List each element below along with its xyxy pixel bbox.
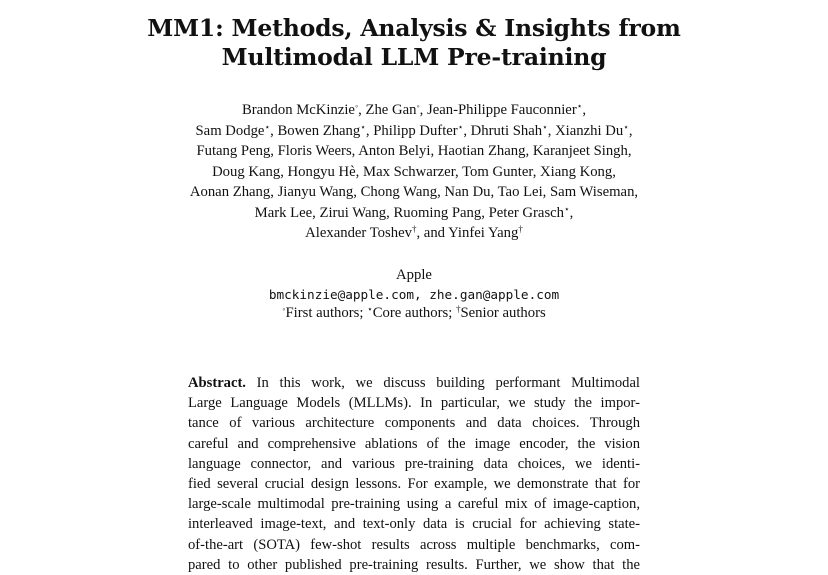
author-role-mark: ⋆ [264, 121, 271, 132]
author-separator: , [365, 122, 374, 139]
author-name: Jean-Philippe Fauconnier [427, 102, 577, 118]
abstract-text: tance of various architecture components and data choices. Through [188, 415, 640, 432]
legend-text: First authors; [285, 305, 368, 321]
author-line [0, 100, 828, 121]
author-role-mark: ◦ [354, 101, 359, 111]
author-name: Bowen Zhang [277, 122, 361, 139]
author-role-mark: ⋆ [576, 101, 583, 111]
author-name: Zhe Gan [365, 102, 417, 118]
abstract-text: fied several crucial design lessons. For example, we demonstrate that for [188, 476, 640, 493]
author-name: Jianyu Wang [277, 184, 354, 200]
author-separator: , [532, 163, 541, 180]
author-name: Zirui Wang [319, 204, 387, 221]
author-separator: , [353, 184, 361, 200]
paper-title [0, 14, 828, 72]
author-separator: , [355, 163, 364, 180]
author-list [0, 100, 828, 244]
abstract-line [188, 494, 640, 514]
author-name: Alexander Toshev [305, 225, 412, 241]
author-separator: , [542, 184, 551, 200]
author-name: Ruoming Pang [393, 204, 482, 221]
abstract-text: In this work, we discuss building performant Multimodal [245, 375, 640, 391]
abstract-text: interleaved image-text, and text-only data is crucial for achieving state- [188, 516, 640, 533]
author-name: Sam Dodge [195, 122, 265, 139]
author-role-mark: † [411, 224, 417, 234]
legend-mark: ◦ [282, 304, 286, 314]
author-separator: , [463, 122, 471, 139]
legend-text: Core authors; [372, 305, 456, 321]
author-name: Nan Du [444, 184, 491, 200]
author-separator: , [490, 184, 498, 200]
abstract-text: Large Language Models (MLLMs). In particular, we study the impor- [188, 395, 640, 412]
abstract-text: of-the-art (SOTA) few-shot results across multiple benchmarks, com- [188, 536, 640, 553]
legend-mark: ⋆ [367, 304, 373, 314]
author-role-mark: ⋆ [360, 121, 366, 132]
author-separator: , [430, 143, 438, 159]
author-separator: , [270, 184, 278, 200]
abstract [188, 373, 640, 575]
abstract-line [188, 474, 640, 494]
abstract-line [188, 454, 640, 474]
author-separator: , [582, 102, 587, 118]
abstract-line [188, 514, 640, 534]
abstract-line [188, 393, 640, 413]
author-name: Philipp Dufter [373, 122, 458, 139]
abstract-text: pared to other published pre-training results. Further, we show that the [188, 556, 640, 573]
author-name: Dhruti Shah [470, 122, 543, 139]
author-name: Haotian Zhang [437, 143, 526, 159]
author-separator: , [547, 122, 556, 139]
author-separator: , [612, 163, 616, 180]
author-line [0, 121, 828, 142]
author-name: Xianzhi Du [555, 122, 624, 139]
author-role-mark: ⋆ [564, 203, 570, 214]
author-name: Yinfei Yang [448, 225, 519, 241]
author-separator: , [628, 122, 633, 139]
author-separator: , [280, 163, 288, 180]
abstract-heading: Abstract. [188, 375, 246, 391]
abstract-text: large-scale multimodal pre-training using a careful mix of image-caption, [188, 496, 640, 513]
author-role-mark: ◦ [416, 101, 420, 111]
author-name: Mark Lee [254, 204, 313, 221]
author-line [0, 162, 828, 183]
author-separator: , [481, 204, 489, 221]
author-role-mark: ⋆ [542, 121, 548, 132]
title-line-2: Multimodal LLM Pre-training [221, 43, 607, 71]
author-name: Brandon McKinzie [241, 102, 355, 118]
abstract-line [188, 434, 640, 454]
author-separator: , [419, 102, 428, 118]
legend-mark: † [455, 304, 461, 314]
author-name: Aonan Zhang [189, 184, 271, 200]
abstract-text: language connector, and various pre-training data choices, we identi- [188, 455, 640, 472]
author-line [0, 182, 828, 203]
abstract-line [188, 373, 640, 393]
author-separator: , [386, 204, 394, 221]
author-separator: , and [416, 225, 449, 241]
affiliation-org: Apple [396, 267, 432, 283]
author-separator: , [569, 204, 574, 221]
author-line [0, 223, 828, 244]
author-name: Anton Belyi [358, 143, 431, 159]
author-line [0, 141, 828, 162]
abstract-line [188, 555, 640, 575]
author-role-mark: ⋆ [623, 121, 629, 132]
author-separator: , [634, 184, 639, 200]
author-line [0, 203, 828, 224]
author-name: Karanjeet Singh [532, 143, 628, 159]
author-separator: , [627, 143, 632, 159]
author-name: Chong Wang [360, 184, 438, 200]
author-name: Xiang Kong [540, 163, 613, 180]
author-separator: , [351, 143, 359, 159]
author-name: Floris Weers [277, 143, 352, 159]
author-name: Tao Lei [497, 184, 543, 200]
author-name: Peter Grasch [488, 204, 565, 221]
contact-emails: bmckinzie@apple.com, zhe.gan@apple.com [268, 287, 560, 302]
author-name: Sam Wiseman [550, 184, 635, 200]
legend-text: Senior authors [460, 305, 546, 321]
author-separator: , [312, 204, 320, 221]
abstract-text: careful and comprehensive ablations of the image encoder, the vision [188, 435, 640, 452]
author-role-mark: † [518, 224, 523, 234]
author-name: Max Schwarzer [363, 163, 455, 180]
title-line-1: MM1: Methods, Analysis & Insights from [147, 14, 681, 42]
author-separator: , [455, 163, 463, 180]
author-separator: , [437, 184, 445, 200]
author-name: Hongyu Hè [287, 163, 356, 180]
author-name: Tom Gunter [462, 163, 533, 180]
author-separator: , [270, 122, 278, 139]
author-name: Doug Kang [212, 163, 281, 180]
affiliation-block [0, 266, 828, 323]
abstract-line [188, 413, 640, 433]
author-name: Futang Peng [196, 143, 271, 159]
author-separator: , [525, 143, 533, 159]
author-separator: , [358, 102, 366, 118]
author-role-legend [0, 304, 828, 323]
author-separator: , [270, 143, 278, 159]
author-role-mark: ⋆ [457, 121, 464, 132]
